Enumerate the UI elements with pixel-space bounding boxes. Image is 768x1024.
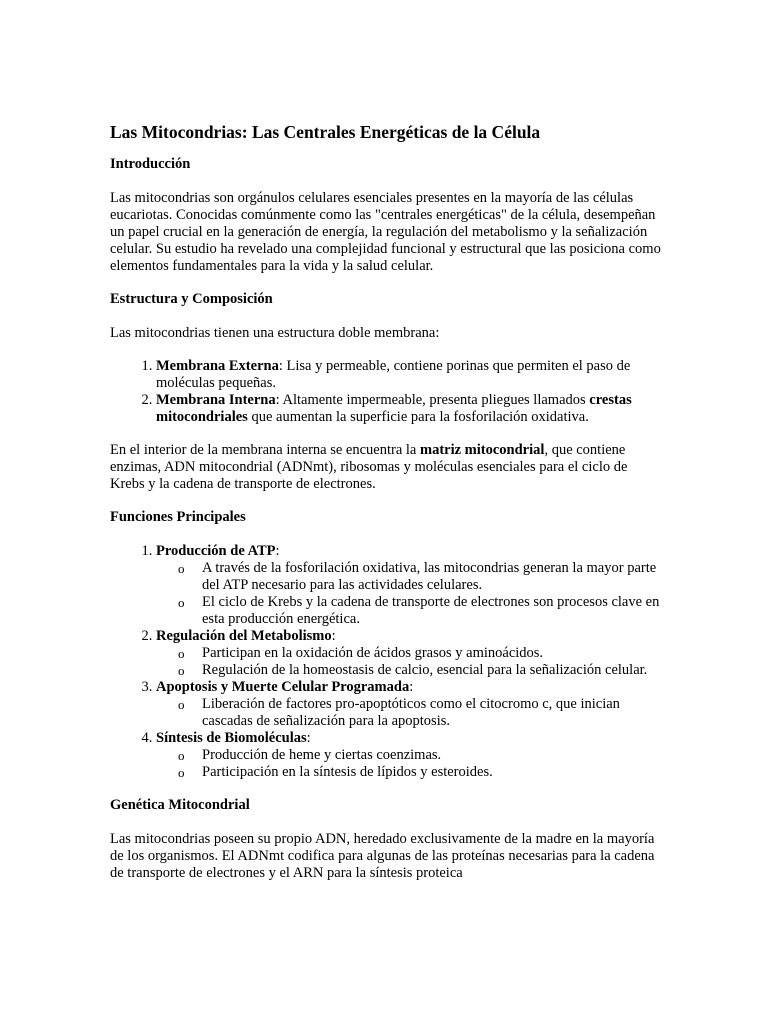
sub-text: Producción de heme y ciertas coenzimas.	[202, 747, 442, 763]
sub-list-item	[178, 764, 663, 781]
intro-heading: Introducción	[110, 156, 191, 172]
term: Apoptosis y Muerte Celular Programada	[156, 679, 410, 695]
term: crestas mitocondriales	[156, 392, 632, 425]
genetics-paragraph: Las mitocondrias poseen su propio ADN, heredado exclusivamente de la madre en la mayoría de los organismos. El ADNmt codifica para algunas de las proteínas necesarias para la cadena de transporte de electrones y el ARN para la síntesis proteica	[110, 831, 655, 881]
term: Producción de ATP	[156, 543, 276, 559]
sub-list-item	[178, 662, 663, 679]
sub-list	[156, 560, 663, 628]
colon: :	[409, 679, 414, 695]
sub-text: A través de la fosforilación oxidativa, las mitocondrias generan la mayor parte del ATP necesario para las actividades celulares.	[202, 560, 657, 593]
list-item	[156, 730, 663, 781]
sub-list	[156, 747, 663, 781]
list-item	[156, 358, 663, 392]
colon: :	[275, 543, 280, 559]
sub-list-item	[178, 696, 663, 730]
colon: :	[306, 730, 311, 746]
sub-text: Regulación de la homeostasis de calcio, esencial para la señalización celular.	[202, 662, 648, 678]
sub-list-item	[178, 594, 663, 628]
functions-heading: Funciones Principales	[110, 509, 246, 525]
term: matriz mitocondrial	[420, 442, 545, 458]
membrane-list	[110, 358, 663, 426]
functions-list	[110, 543, 663, 781]
term: Regulación del Metabolismo	[156, 628, 332, 644]
intro-paragraph: Las mitocondrias son orgánulos celulares esenciales presentes en la mayoría de las células eucariotas. Conocidas comúnmente como las "centrales energéticas" de la célula, desempeñan un papel crucial en la generación de energía, la regulación del metabolismo y la señalización celular. Su estudio ha revelado una complejidad funcional y estructural que las posiciona como elementos fundamentales para la vida y la salud celular.	[110, 190, 661, 274]
sub-list-item	[178, 747, 663, 764]
bullet-icon: o	[178, 646, 185, 661]
sub-list	[156, 696, 663, 730]
sub-list-item	[178, 560, 663, 594]
document-title: Las Mitocondrias: Las Centrales Energéticas de la Célula	[110, 122, 541, 142]
bullet-icon: o	[178, 663, 185, 678]
term: Membrana Interna	[156, 392, 276, 408]
list-item	[156, 679, 663, 730]
list-item	[156, 392, 663, 426]
sub-text: El ciclo de Krebs y la cadena de transporte de electrones son procesos clave en esta producción energética.	[202, 594, 660, 627]
genetics-heading: Genética Mitocondrial	[110, 797, 250, 813]
bullet-icon: o	[178, 595, 185, 610]
text-run: En el interior de la membrana interna se encuentra la	[110, 442, 420, 458]
bullet-icon: o	[178, 561, 185, 576]
sub-text: Liberación de factores pro-apoptóticos como el citocromo c, que inician cascadas de señalización para la apoptosis.	[202, 696, 620, 729]
bullet-icon: o	[178, 697, 185, 712]
text-run: , que contiene enzimas, ADN mitocondrial (ADNmt), ribosomas y moléculas esenciales para el ciclo de Krebs y la cadena de transporte de electrones.	[110, 442, 628, 492]
term: Membrana Externa	[156, 358, 279, 374]
structure-heading: Estructura y Composición	[110, 291, 273, 307]
sub-text: Participan en la oxidación de ácidos grasos y aminoácidos.	[202, 645, 544, 661]
term: Síntesis de Biomoléculas	[156, 730, 307, 746]
item-text: : Altamente impermeable, presenta pliegues llamados	[275, 392, 590, 408]
item-text: que aumentan la superficie para la fosforilación oxidativa.	[247, 409, 589, 425]
sub-list-item	[178, 645, 663, 662]
item-text: : Lisa y permeable, contiene porinas que permiten el paso de moléculas pequeñas.	[156, 358, 631, 391]
list-item	[156, 543, 663, 628]
list-item	[156, 628, 663, 679]
matrix-paragraph	[110, 442, 663, 493]
sub-list	[156, 645, 663, 679]
structure-lead: Las mitocondrias tienen una estructura doble membrana:	[110, 325, 440, 341]
bullet-icon: o	[178, 748, 185, 763]
colon: :	[331, 628, 336, 644]
sub-text: Participación en la síntesis de lípidos y esteroides.	[202, 764, 493, 780]
bullet-icon: o	[178, 765, 185, 780]
